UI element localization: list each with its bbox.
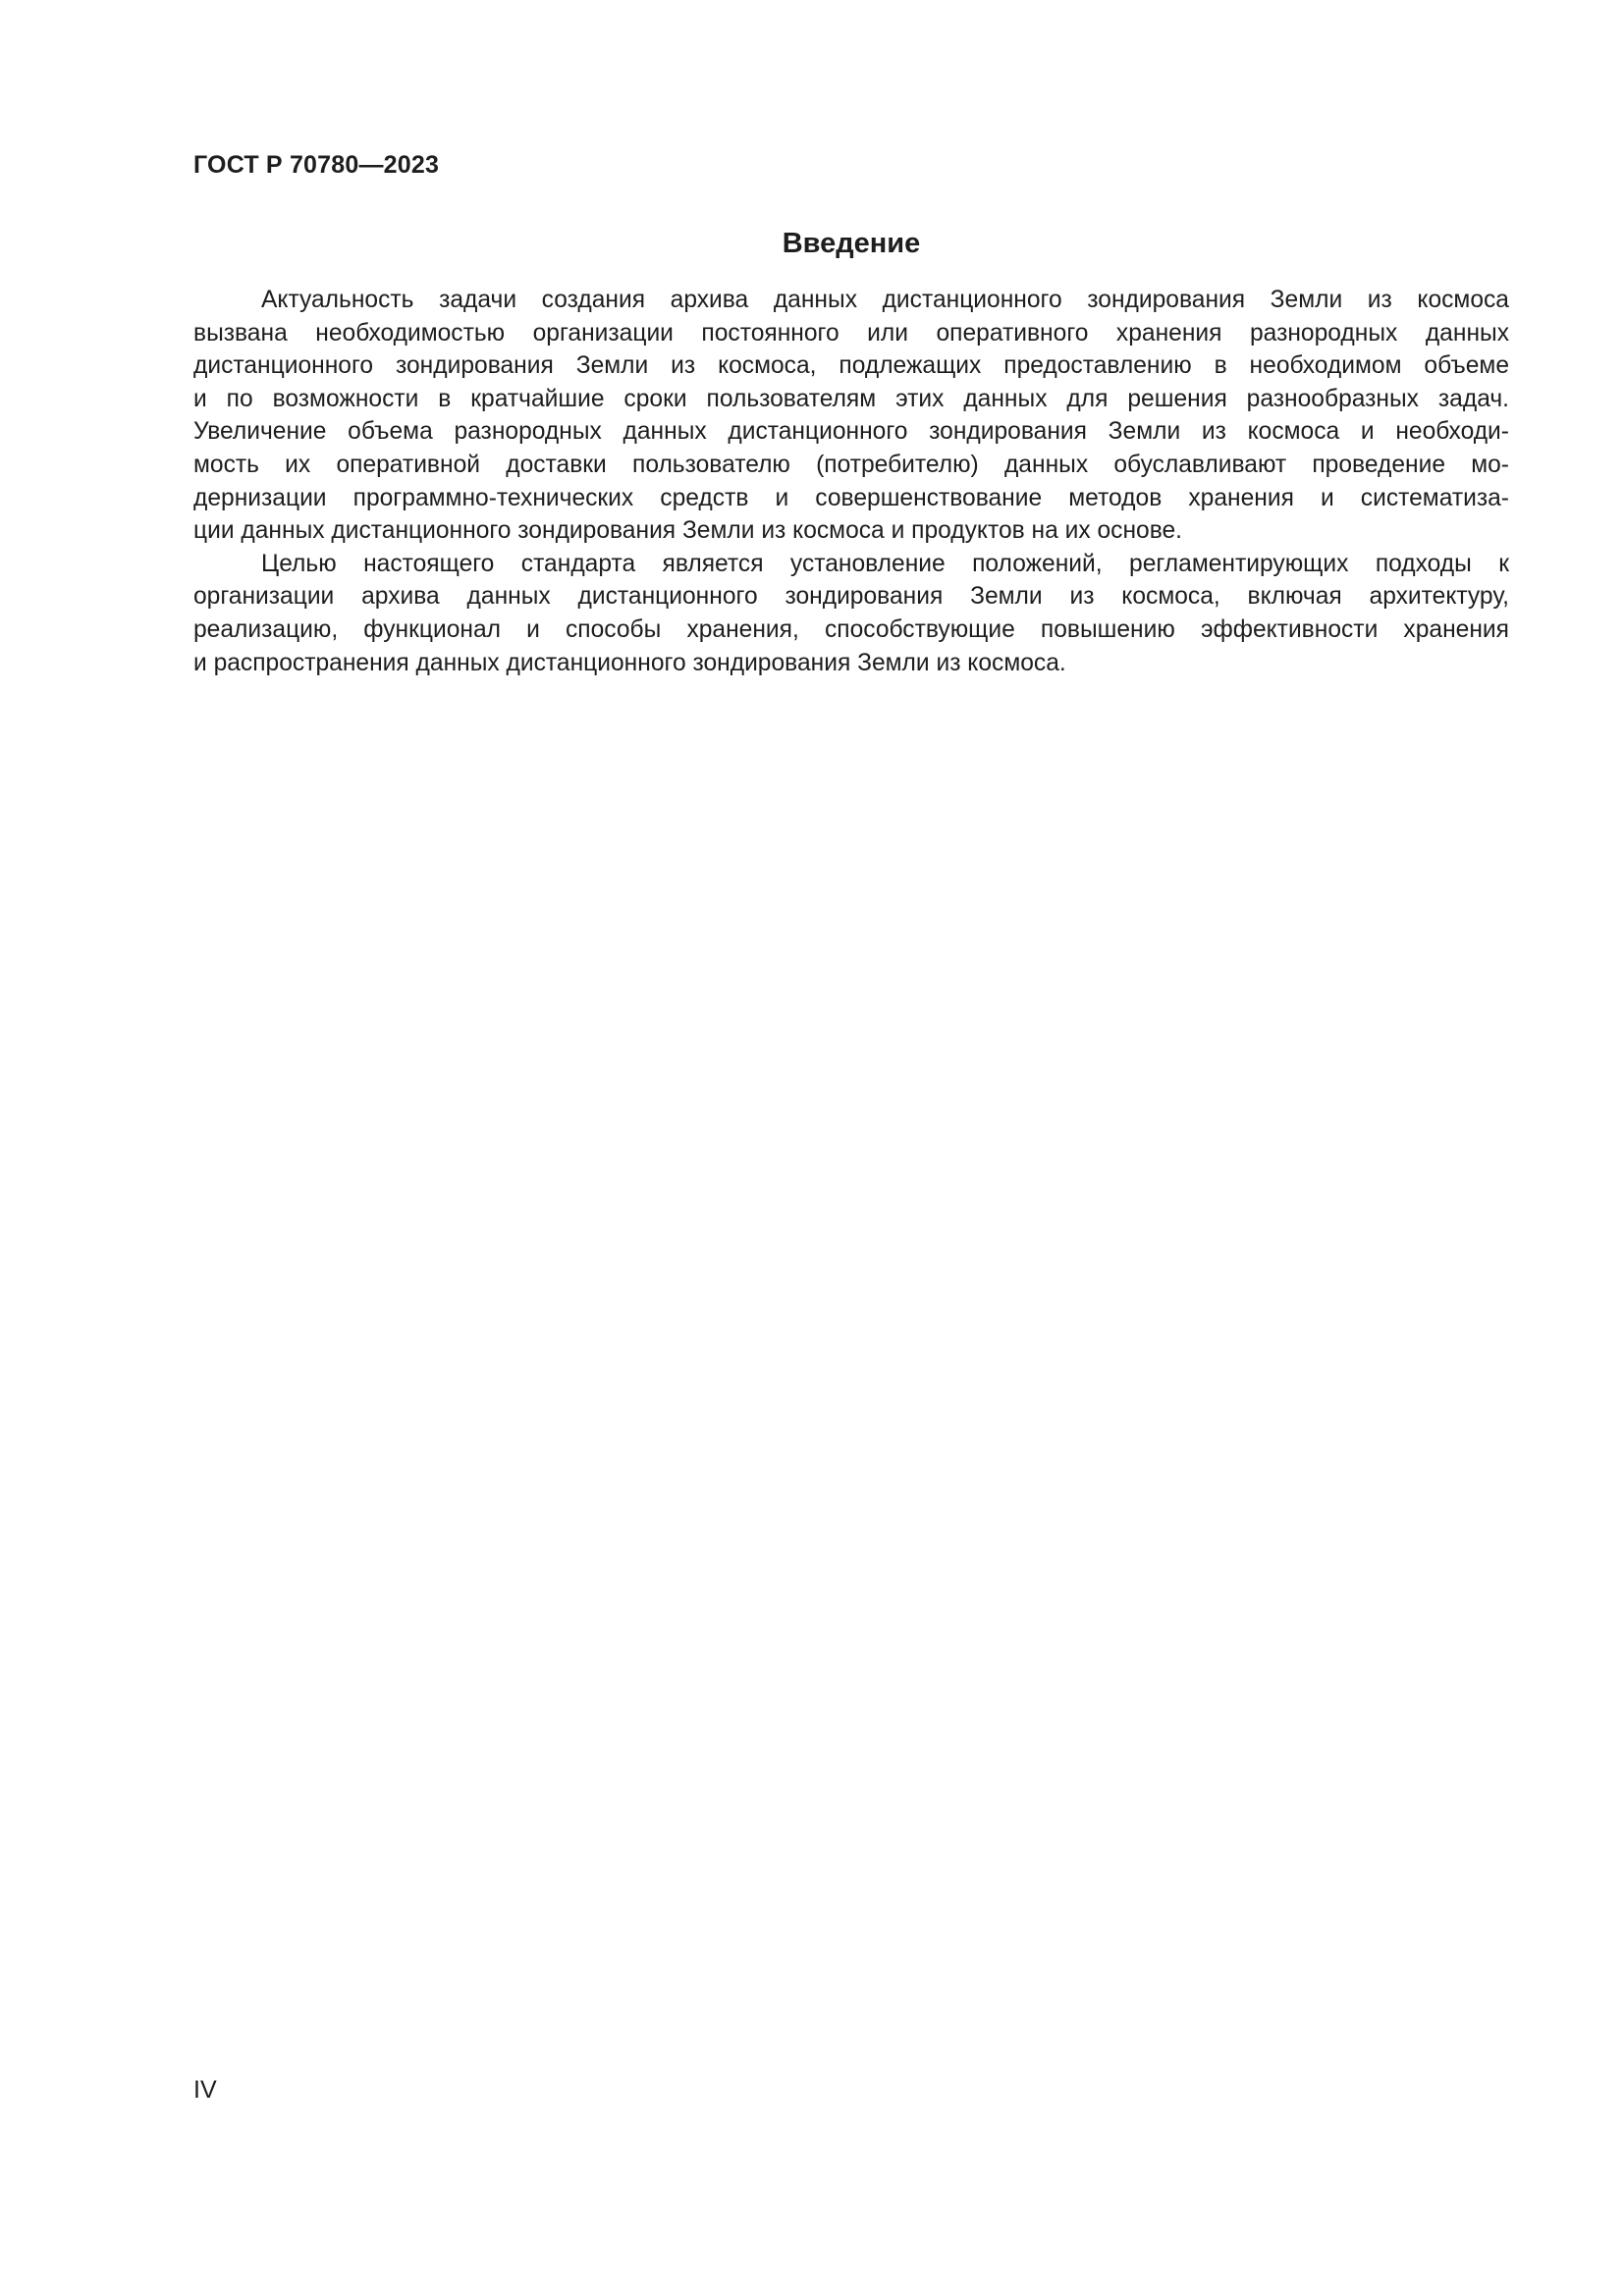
text-line: мость их оперативной доставки пользователю (потребителю) данных обуславливают проведение мо-: [193, 451, 1509, 478]
page-number: IV: [193, 2076, 217, 2104]
text-line: и по возможности в кратчайшие сроки пользователям этих данных для решения разнообразных задач.: [193, 385, 1509, 412]
text-line: ции данных дистанционного зондирования Земли из космоса и продуктов на их основе.: [193, 517, 1183, 545]
section-title: Введение: [782, 228, 921, 259]
paragraph-purpose: [193, 548, 1509, 679]
document-code: ГОСТ Р 70780—2023: [193, 151, 440, 179]
paragraph-relevance: [193, 284, 1509, 548]
text-line: Увеличение объема разнородных данных дистанционного зондирования Земли из космоса и необходи-: [193, 418, 1509, 446]
text-line: и распространения данных дистанционного зондирования Земли из космоса.: [193, 649, 1066, 676]
text-line: дистанционного зондирования Земли из космоса, подлежащих предоставлению в необходимом объеме: [193, 352, 1509, 380]
body-text: [193, 284, 1509, 679]
text-line: организации архива данных дистанционного зондирования Земли из космоса, включая архитектуру,: [193, 583, 1509, 611]
text-line: Актуальность задачи создания архива данных дистанционного зондирования Земли из космоса: [261, 287, 1509, 313]
text-line: дернизации программно-технических средств и совершенствование методов хранения и систематиза-: [193, 484, 1509, 511]
text-line: реализацию, функционал и способы хранения, способствующие повышению эффективности хранения: [193, 615, 1509, 643]
text-line: вызвана необходимостью организации постоянного или оперативного хранения разнородных данных: [193, 319, 1509, 347]
text-line: Целью настоящего стандарта является установление положений, регламентирующих подходы к: [261, 550, 1509, 577]
